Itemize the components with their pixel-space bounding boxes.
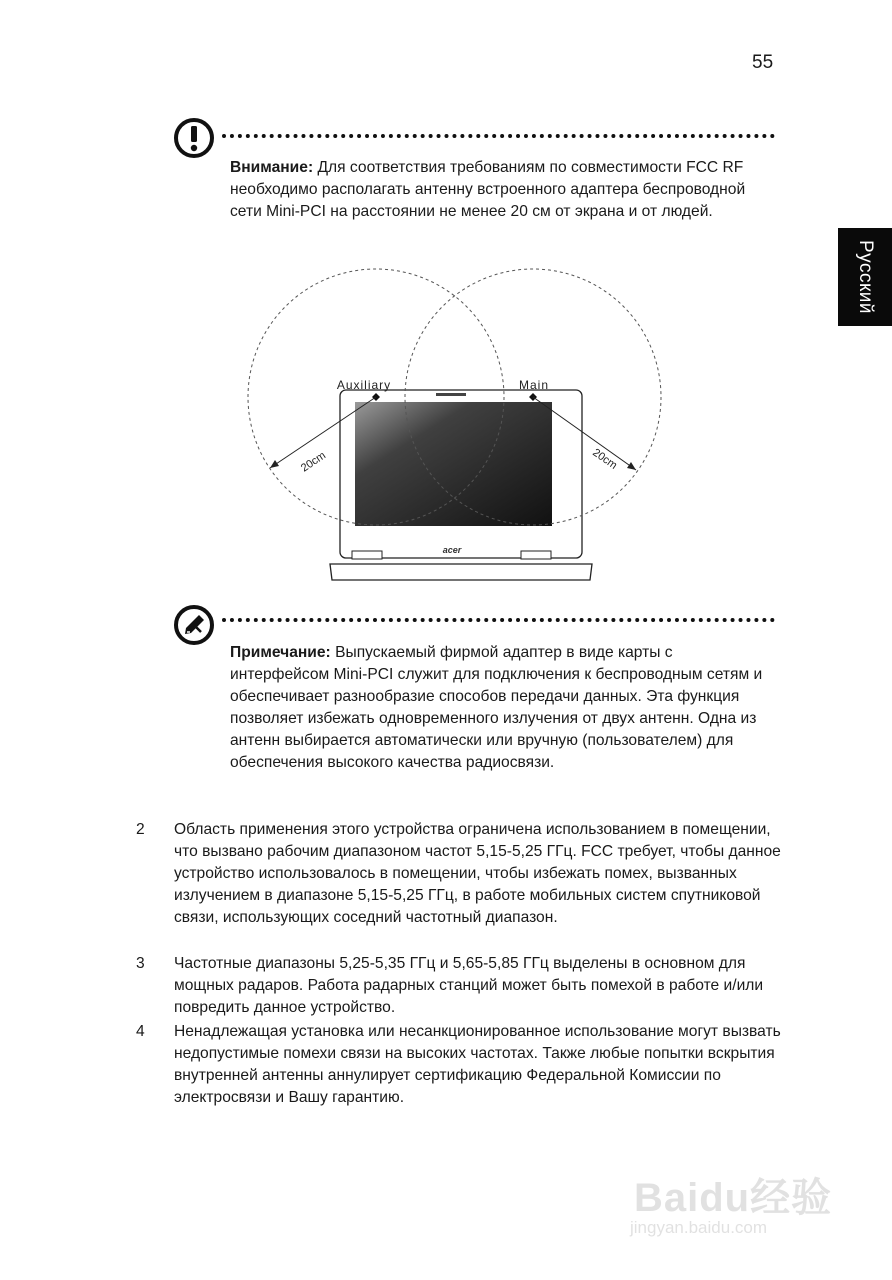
watermark-logo: Baidu经验 — [634, 1176, 833, 1220]
list-item-number: 3 — [136, 955, 145, 972]
warning-text-block — [230, 157, 775, 223]
list-item-text: Частотные диапазоны 5,25-5,35 ГГц и 5,65-5,85 ГГц выделены в основном для мощных радаров. Работа радарных станций может быть помехой в работе и/или повредить данное устройство. — [174, 955, 764, 1016]
laptop-brand: acer — [442, 545, 462, 555]
language-tab-label: Русский — [855, 240, 876, 314]
antenna-diagram — [240, 262, 680, 592]
main-distance-label: 20cm — [590, 446, 620, 472]
watermark-url: jingyan.baidu.com — [630, 1218, 768, 1237]
laptop-screen — [355, 402, 552, 526]
auxiliary-distance-label: 20cm — [298, 449, 328, 475]
auxiliary-label: Auxiliary — [336, 378, 392, 392]
page-number: 55 — [752, 52, 774, 73]
language-tab — [838, 228, 892, 326]
warning-icon — [172, 116, 216, 160]
webcam — [436, 393, 466, 396]
note-divider — [222, 618, 775, 622]
list-item-text: Ненадлежащая установка или несанкционированное использование могут вызвать недопустимые помехи связи на высоких частотах. Также любые попытки вскрытия внутренней антенны аннулирует сертификацию Федеральной Комиссии по электросвязи и Вашу гарантию. — [174, 1023, 781, 1106]
note-icon — [172, 603, 216, 647]
main-label: Main — [518, 378, 550, 392]
note-text-block — [230, 642, 775, 774]
warning-label: Внимание: — [230, 159, 314, 176]
note-label: Примечание: — [230, 644, 331, 661]
laptop-base — [330, 564, 592, 580]
list-item-number: 4 — [136, 1023, 145, 1040]
list-item-text: Область применения этого устройства ограничена использованием в помещении, что вызвано рабочим диапазоном частот 5,15-5,25 ГГц. FCC требует, чтобы данное устройство использовалось в помещении, чтобы избежать помех, вызванных излучением в диапазоне 5,15-5,25 ГГц, в работе мобильных систем спутниковой связи, использующих соседний частотный диапазон. — [174, 821, 781, 926]
list-item-number: 2 — [136, 821, 145, 838]
warning-text: Для соответствия требованиям по совместимости FCC RF необходимо располагать антенну встроенного адаптера беспроводной сети Mini-PCI на расстоянии не менее 20 см от экрана и от людей. — [230, 159, 746, 220]
warning-divider — [222, 134, 775, 138]
note-text: Выпускаемый фирмой адаптер в виде карты с интерфейсом Mini-PCI служит для подключения к беспроводным сетям и обеспечивает разнообразие способов передачи данных. Эта функция позволяет избежать одновременного излучения от двух антенн. Одна из антенн выбирается автоматически или вручную (пользователем) для обеспечения высокого качества радиосвязи. — [230, 644, 763, 771]
watermark — [620, 1150, 870, 1250]
